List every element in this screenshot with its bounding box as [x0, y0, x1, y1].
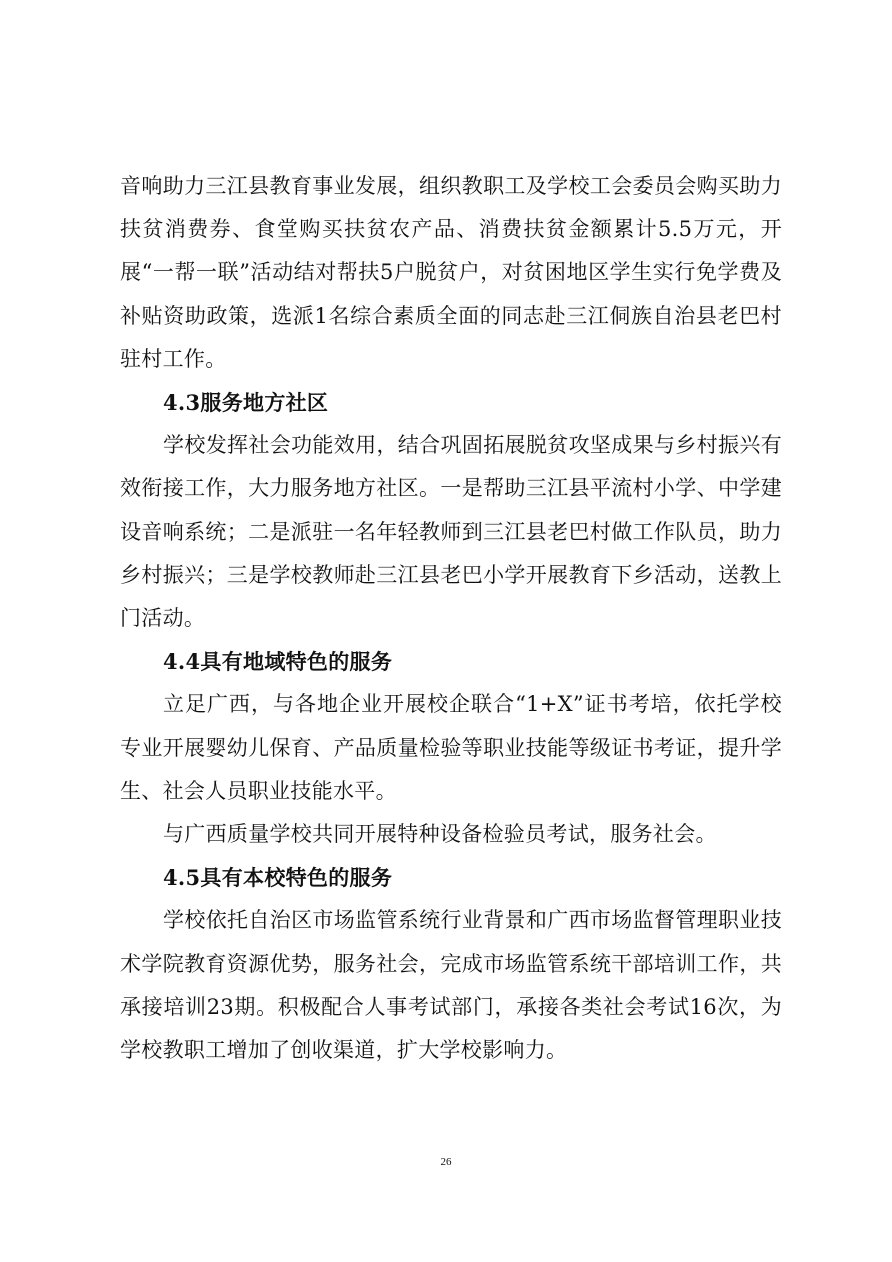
paragraph-poverty-alleviation: 音响助力三江县教育事业发展，组织教职工及学校工会委员会购买助力扶贫消费券、食堂购买扶贫农产品、消费扶贫金额累计5.5万元，开展“一帮一联”活动结对帮扶5户脱贫户，对贫困地区学生实行免学费及补贴资助政策，选派1名综合素质全面的同志赴三江侗族自治县老巴村驻村工作。 — [120, 174, 782, 371]
section-heading-4-3: 4.3服务地方社区 — [163, 390, 329, 416]
paragraph-community-service: 学校发挥社会功能效用，结合巩固拓展脱贫攻坚成果与乡村振兴有效衔接工作，大力服务地方社区。一是帮助三江县平流村小学、中学建设音响系统；二是派驻一名年轻教师到三江县老巴村做工作队员，助力乡村振兴；三是学校教师赴三江县老巴小学开展教育下乡活动，送教上门活动。 — [120, 433, 782, 631]
section-heading-4-5: 4.5具有本校特色的服务 — [163, 865, 393, 891]
paragraph-school-characteristic-service: 学校依托自治区市场监管系统行业背景和广西市场监督管理职业技术学院教育资源优势，服务社会，完成市场监管系统干部培训工作，共承接培训23期。积极配合人事考试部门，承接各类社会考试16次，为学校教职工增加了创收渠道，扩大学校影响力。 — [120, 908, 782, 1063]
section-heading-4-4: 4.4具有地域特色的服务 — [163, 649, 393, 675]
paragraph-regional-certification: 立足广西，与各地企业开展校企联合“1+X”证书考培，依托学校专业开展婴幼儿保育、产品质量检验等职业技能等级证书考证，提升学生、社会人员职业技能水平。 — [120, 692, 782, 803]
document-body — [120, 165, 782, 1072]
page-number: 26 — [440, 1156, 452, 1168]
paragraph-equipment-inspector-exam: 与广西质量学校共同开展特种设备检验员考试，服务社会。 — [163, 822, 717, 847]
